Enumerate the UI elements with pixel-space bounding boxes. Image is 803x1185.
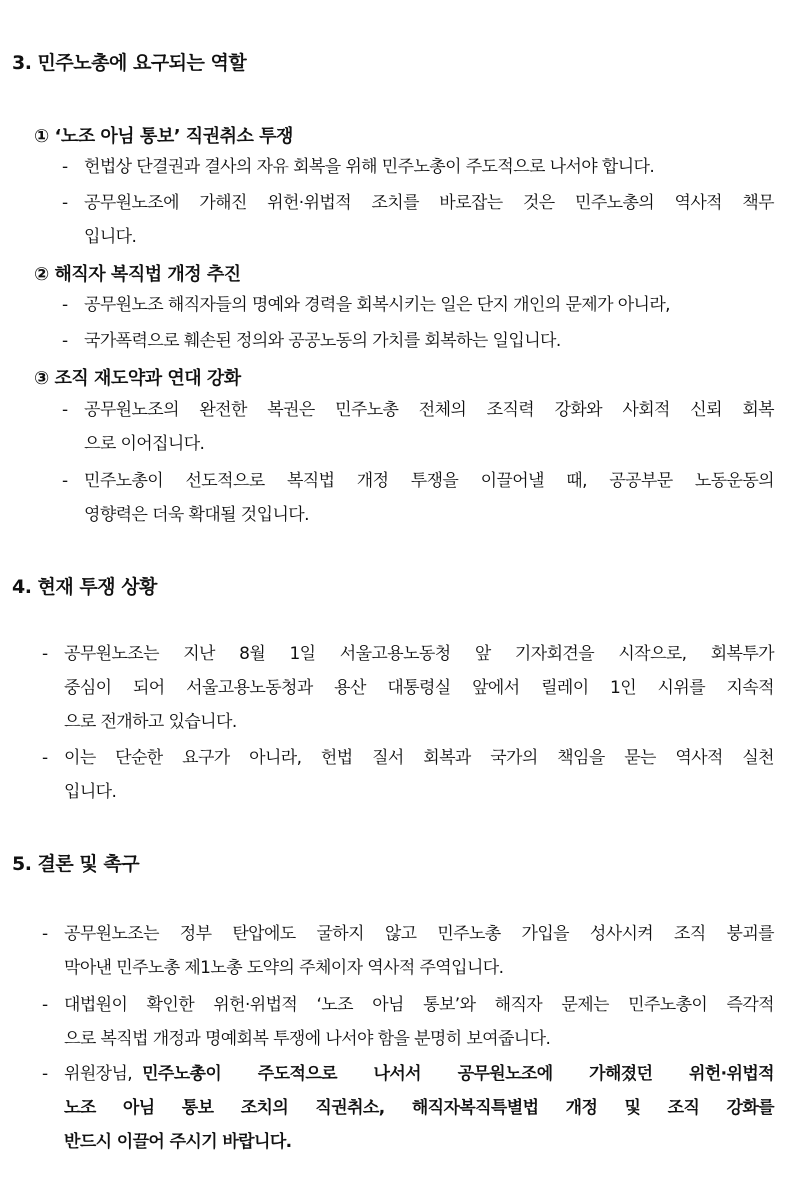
bullet-line: 입니다. xyxy=(64,782,117,802)
bullet-dash: - xyxy=(62,193,68,213)
bullet-line: 으로 전개하고 있습니다. xyxy=(64,712,237,732)
bullet-3-3-2 xyxy=(62,464,774,532)
bullet-5-3 xyxy=(42,1057,774,1159)
bullet-line: 국가폭력으로 훼손된 정의와 공공노동의 가치를 회복하는 일입니다. xyxy=(84,331,561,351)
bullet-line: 공무원노조는 정부 탄압에도 굴하지 않고 민주노총 가입을 성사시켜 조직 붕괴를 xyxy=(64,924,774,944)
bullet-dash: - xyxy=(62,400,68,420)
bullet-dash: - xyxy=(62,331,68,351)
bullet-line xyxy=(42,1057,774,1091)
section-4-heading: 4. 현재 투쟁 상황 xyxy=(12,576,157,598)
bullet-line: 공무원노조에 가해진 위헌·위법적 조치를 바로잡는 것은 민주노총의 역사적 책무 xyxy=(84,193,774,213)
section-3-heading: 3. 민주노총에 요구되는 역할 xyxy=(12,52,247,74)
bullet-4-2 xyxy=(42,741,774,809)
appeal-bold-text: 반드시 이끌어 주시기 바랍니다. xyxy=(64,1132,292,1152)
bullet-line: 공무원노조 해직자들의 명예와 경력을 회복시키는 일은 단지 개인의 문제가 아니라, xyxy=(84,295,670,315)
bullet-line: 으로 이어집니다. xyxy=(84,434,205,454)
bullet-line: 이는 단순한 요구가 아니라, 헌법 질서 회복과 국가의 책임을 묻는 역사적 실천 xyxy=(64,748,774,768)
bullet-3-2-1 xyxy=(62,288,774,322)
bullet-line: 중심이 되어 서울고용노동청과 용산 대통령실 앞에서 릴레이 1인 시위를 지속적 xyxy=(64,678,774,698)
sub-1-title: ① ‘노조 아님 통보’ 직권취소 투쟁 xyxy=(34,126,293,147)
bullet-dash: - xyxy=(42,748,48,768)
bullet-line: 으로 복직법 개정과 명예회복 투쟁에 나서야 함을 분명히 보여줍니다. xyxy=(64,1029,551,1049)
bullet-line: 헌법상 단결권과 결사의 자유 회복을 위해 민주노총이 주도적으로 나서야 합니다. xyxy=(84,157,655,177)
bullet-3-2-2 xyxy=(62,324,774,358)
bullet-dash: - xyxy=(42,1064,48,1084)
bullet-dash: - xyxy=(62,157,68,177)
bullet-line: 대법원이 확인한 위헌·위법적 ‘노조 아님 통보’와 해직자 문제는 민주노총이 즉각적 xyxy=(64,995,774,1015)
bullet-5-1 xyxy=(42,917,774,985)
bullet-dash: - xyxy=(62,471,68,491)
appeal-bold-text: 노조 아님 통보 조치의 직권취소, 해직자복직특별법 개정 및 조직 강화를 xyxy=(64,1098,774,1118)
sub-2-title: ② 해직자 복직법 개정 추진 xyxy=(34,264,241,285)
sub-3-title: ③ 조직 재도약과 연대 강화 xyxy=(34,368,241,389)
appeal-bold-text: 민주노총이 주도적으로 나서서 공무원노조에 가해졌던 위헌·위법적 xyxy=(142,1064,774,1084)
bullet-dash: - xyxy=(62,295,68,315)
bullet-line: 민주노총이 선도적으로 복직법 개정 투쟁을 이끌어낼 때, 공공부문 노동운동의 xyxy=(84,471,774,491)
bullet-line: 입니다. xyxy=(84,227,137,247)
bullet-dash: - xyxy=(42,924,48,944)
bullet-5-2 xyxy=(42,988,774,1056)
bullet-dash: - xyxy=(42,995,48,1015)
bullet-line: 공무원노조의 완전한 복권은 민주노총 전체의 조직력 강화와 사회적 신뢰 회복 xyxy=(84,400,774,420)
section-5-heading: 5. 결론 및 촉구 xyxy=(12,853,140,875)
bullet-3-3-1 xyxy=(62,393,774,461)
bullet-line: 영향력은 더욱 확대될 것입니다. xyxy=(84,505,309,525)
bullet-3-1-2 xyxy=(62,186,774,254)
appeal-lead: 위원장님, xyxy=(64,1064,133,1084)
bullet-3-1-1 xyxy=(62,150,774,184)
bullet-dash: - xyxy=(42,644,48,664)
bullet-4-1 xyxy=(42,637,774,739)
bullet-line: 공무원노조는 지난 8월 1일 서울고용노동청 앞 기자회견을 시작으로, 회복투가 xyxy=(64,644,774,664)
bullet-line: 막아낸 민주노총 제1노총 도약의 주체이자 역사적 주역입니다. xyxy=(64,958,504,978)
